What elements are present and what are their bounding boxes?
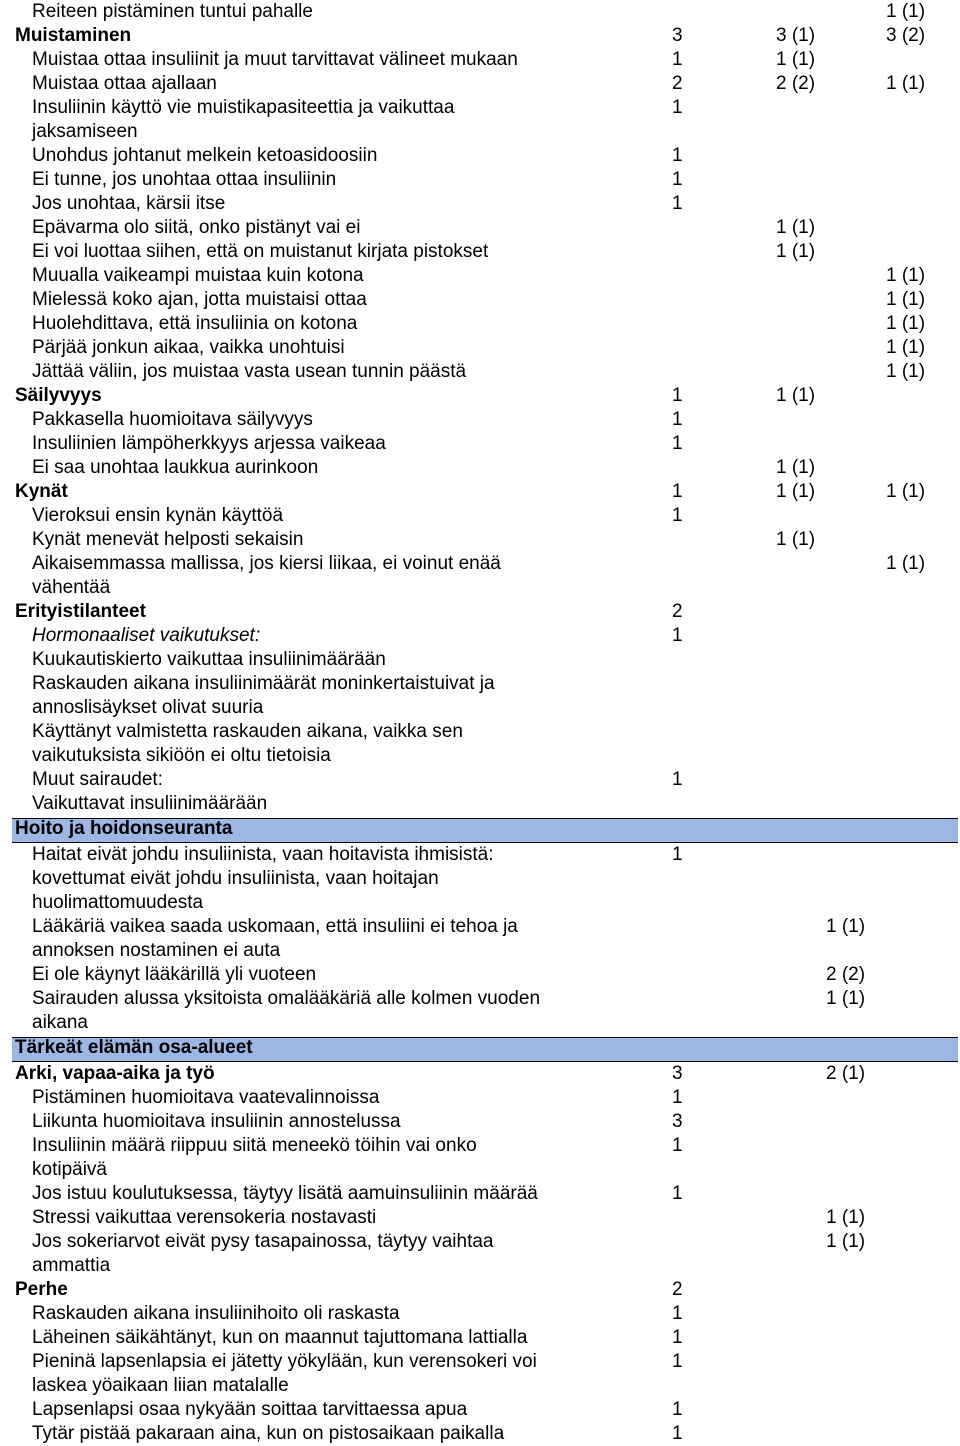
table-row — [0, 1230, 960, 1278]
row-label-line: Kynät — [15, 481, 68, 502]
count-cell-c1: 3 — [672, 1111, 683, 1132]
table-row — [0, 168, 960, 192]
table-row — [0, 1422, 960, 1446]
count-cell-c1: 3 — [672, 1063, 683, 1084]
count-cell-c2: 1 (1) — [826, 1207, 866, 1228]
count-cell-c1: 1 — [672, 1183, 683, 1204]
count-cell-c1: 1 — [672, 625, 683, 646]
table-row — [0, 792, 960, 816]
row-label-line: annoksen nostaminen ei auta — [32, 940, 281, 961]
count-cell-c1: 1 — [672, 385, 683, 406]
row-label-line: Jos unohtaa, kärsii itse — [32, 193, 226, 214]
row-label-line: Vaikuttavat insuliinimäärään — [32, 793, 268, 814]
row-label-line: Epävarma olo siitä, onko pistänyt vai ei — [32, 217, 361, 238]
count-cell-c1: 1 — [672, 409, 683, 430]
row-label — [32, 360, 466, 384]
count-cell-c1: 1 — [672, 1135, 683, 1156]
table-row — [0, 48, 960, 72]
row-label-line: Pärjää jonkun aikaa, vaikka unohtuisi — [32, 337, 345, 358]
row-label-line: laskea yöaikaan liian matalalle — [32, 1375, 289, 1396]
table-row — [0, 96, 960, 144]
row-label-line: Läheinen säikähtänyt, kun on maannut tajuttomana lattialla — [32, 1327, 528, 1348]
row-label — [32, 192, 225, 216]
count-cell-c1: 3 — [672, 25, 683, 46]
row-label — [32, 288, 367, 312]
row-label — [32, 963, 316, 987]
count-cell-c2: 1 (1) — [826, 988, 866, 1009]
count-cell-c3: 1 (1) — [886, 73, 926, 94]
row-label-line: Erityistilanteet — [15, 601, 146, 622]
table-row — [0, 1206, 960, 1230]
count-cell-c3: 1 (1) — [886, 289, 926, 310]
row-label — [32, 987, 540, 1035]
table-row — [0, 768, 960, 792]
count-cell-c3: 1 (1) — [886, 481, 926, 502]
row-label-line: Huolehdittava, että insuliinia on kotona — [32, 313, 358, 334]
count-cell-c1: 2 — [672, 601, 683, 622]
section-heading — [15, 24, 131, 48]
row-label-line: Tytär pistää pakaraan aina, kun on pistosaikaan paikalla — [32, 1423, 505, 1444]
row-label — [32, 72, 217, 96]
row-label — [32, 843, 494, 915]
table-row — [0, 264, 960, 288]
count-cell-c2: 1 (1) — [776, 457, 816, 478]
row-label-line: vähentää — [32, 577, 111, 598]
section-band-row — [0, 818, 960, 842]
section-heading — [15, 600, 146, 624]
row-label — [32, 1110, 401, 1134]
table-row — [0, 1350, 960, 1398]
row-label-line: Unohdus johtanut melkein ketoasidoosiin — [32, 145, 378, 166]
count-cell-c2: 1 (1) — [776, 529, 816, 550]
row-label-line: Mielessä koko ajan, jotta muistaisi ottaa — [32, 289, 367, 310]
row-label — [32, 48, 518, 72]
row-label — [32, 1398, 467, 1422]
row-label-line: Reiteen pistäminen tuntui pahalle — [32, 1, 313, 22]
count-cell-c1: 1 — [672, 844, 683, 865]
count-cell-c2: 2 (2) — [776, 73, 816, 94]
section-band-row — [0, 1037, 960, 1061]
table-row — [0, 552, 960, 600]
row-label-line: Raskauden aikana insuliinimäärät moninkertaistuivat ja — [32, 673, 495, 694]
section-heading — [15, 1062, 215, 1086]
count-cell-c1: 1 — [672, 145, 683, 166]
row-label — [32, 1326, 527, 1350]
count-cell-c3: 1 (1) — [886, 361, 926, 382]
table-row — [0, 360, 960, 384]
row-label-line: Kynät menevät helposti sekaisin — [32, 529, 304, 550]
table-row — [0, 24, 960, 48]
row-label-line: Käyttänyt valmistetta raskauden aikana, vaikka sen — [32, 721, 463, 742]
row-label — [32, 1422, 504, 1446]
table-row — [0, 1110, 960, 1134]
row-label — [32, 240, 488, 264]
row-label-line: Pistäminen huomioitava vaatevalinnoissa — [32, 1087, 380, 1108]
row-label — [32, 144, 377, 168]
row-label — [32, 720, 463, 768]
table-row — [0, 1302, 960, 1326]
row-label — [32, 1302, 400, 1326]
row-label-line: Insuliinin käyttö vie muistikapasiteettia ja vaikuttaa — [32, 97, 455, 118]
row-label-line: Liikunta huomioitava insuliinin annostelussa — [32, 1111, 401, 1132]
section-heading — [15, 1278, 68, 1302]
count-cell-c1: 1 — [672, 1399, 683, 1420]
count-cell-c3: 1 (1) — [886, 265, 926, 286]
count-cell-c2: 3 (1) — [776, 25, 816, 46]
row-label-line: Arki, vapaa-aika ja työ — [15, 1063, 215, 1084]
row-label-line: Muualla vaikeampi muistaa kuin kotona — [32, 265, 364, 286]
row-label — [32, 1206, 376, 1230]
table-row — [0, 240, 960, 264]
row-label — [32, 648, 386, 672]
count-cell-c2: 1 (1) — [776, 481, 816, 502]
table-row — [0, 1062, 960, 1086]
row-label — [32, 216, 360, 240]
row-label-line: Ei ole käynyt lääkärillä yli vuoteen — [32, 964, 317, 985]
row-label — [32, 264, 364, 288]
count-cell-c2: 1 (1) — [826, 916, 866, 937]
row-label-line: Jos sokeriarvot eivät pysy tasapainossa, täytyy vaihtaa — [32, 1231, 494, 1252]
row-label-line: annoslisäykset olivat suuria — [32, 697, 264, 718]
count-cell-c2: 1 (1) — [776, 49, 816, 70]
count-cell-c1: 2 — [672, 1279, 683, 1300]
row-label — [32, 552, 501, 600]
count-cell-c3: 1 (1) — [886, 1, 926, 22]
row-label — [32, 432, 386, 456]
table-row — [0, 600, 960, 624]
table-row — [0, 1278, 960, 1302]
count-cell-c1: 1 — [672, 1351, 683, 1372]
count-cell-c3: 1 (1) — [886, 553, 926, 574]
row-label-line: Perhe — [15, 1279, 68, 1300]
row-label-line: Muistaa ottaa ajallaan — [32, 73, 217, 94]
count-cell-c1: 1 — [672, 481, 683, 502]
table-row — [0, 192, 960, 216]
row-label-line: Jättää väliin, jos muistaa vasta usean tunnin päästä — [32, 361, 467, 382]
count-cell-c2: 1 (1) — [776, 241, 816, 262]
row-label-line: Aikaisemmassa mallissa, jos kiersi liikaa, ei voinut enää — [32, 553, 501, 574]
row-label-line: Muut sairaudet: — [32, 769, 163, 790]
row-label — [32, 456, 318, 480]
table-row — [0, 672, 960, 720]
table-row — [0, 408, 960, 432]
row-label-line: Säilyvyys — [15, 385, 102, 406]
count-cell-c3: 1 (1) — [886, 337, 926, 358]
count-cell-c1: 1 — [672, 97, 683, 118]
row-label-line: Raskauden aikana insuliinihoito oli raskasta — [32, 1303, 400, 1324]
row-label-line: Jos istuu koulutuksessa, täytyy lisätä aamuinsuliinin määrää — [32, 1183, 538, 1204]
table-row — [0, 144, 960, 168]
table-row — [0, 1398, 960, 1422]
count-cell-c2: 2 (2) — [826, 964, 866, 985]
table-row — [0, 1326, 960, 1350]
row-label-line: Tärkeät elämän osa-alueet — [15, 1037, 253, 1058]
count-cell-c3: 1 (1) — [886, 313, 926, 334]
table-row — [0, 336, 960, 360]
table-row — [0, 528, 960, 552]
table-row — [0, 0, 960, 24]
count-cell-c1: 2 — [672, 73, 683, 94]
table-row — [0, 456, 960, 480]
row-label-line: Ei voi luottaa siihen, että on muistanut kirjata pistokset — [32, 241, 489, 262]
row-label-line: kovettumat eivät johdu insuliinista, vaan hoitajan — [32, 868, 439, 889]
section-heading — [15, 384, 102, 408]
table-row — [0, 648, 960, 672]
row-label — [32, 792, 267, 816]
row-label-line: kotipäivä — [32, 1159, 107, 1180]
row-label — [32, 168, 336, 192]
table-row — [0, 1086, 960, 1110]
table-row — [0, 1182, 960, 1206]
row-label — [32, 1134, 477, 1182]
count-cell-c2: 2 (1) — [826, 1063, 866, 1084]
row-label — [32, 336, 345, 360]
row-label — [32, 624, 260, 648]
count-cell-c1: 1 — [672, 193, 683, 214]
row-label-line: Pieninä lapsenlapsia ei jätetty yökylään, kun verensokeri voi — [32, 1351, 537, 1372]
row-label-line: Insuliinien lämpöherkkyys arjessa vaikeaa — [32, 433, 386, 454]
row-label-line: Hormonaaliset vaikutukset: — [32, 625, 261, 646]
table-row — [0, 384, 960, 408]
section-heading — [15, 480, 68, 504]
row-label — [32, 1086, 379, 1110]
table-row — [0, 624, 960, 648]
table-row — [0, 720, 960, 768]
count-cell-c1: 1 — [672, 169, 683, 190]
row-label-line: Ei saa unohtaa laukkua aurinkoon — [32, 457, 319, 478]
count-cell-c3: 3 (2) — [886, 25, 926, 46]
row-label — [32, 504, 283, 528]
count-cell-c1: 1 — [672, 505, 683, 526]
row-label-line: Hoito ja hoidonseuranta — [15, 818, 233, 839]
row-label-line: Muistaa ottaa insuliinit ja muut tarvittavat välineet mukaan — [32, 49, 518, 70]
row-label-line: Muistaminen — [15, 25, 132, 46]
table-row — [0, 1134, 960, 1182]
count-cell-c1: 1 — [672, 1087, 683, 1108]
row-label-line: ammattia — [32, 1255, 111, 1276]
row-label — [32, 408, 313, 432]
count-cell-c1: 1 — [672, 49, 683, 70]
table-row — [0, 504, 960, 528]
row-label — [32, 96, 454, 144]
row-label-line: Pakkasella huomioitava säilyvyys — [32, 409, 313, 430]
row-label-line: Vieroksui ensin kynän käyttöä — [32, 505, 284, 526]
row-label — [32, 528, 303, 552]
row-label — [32, 1350, 537, 1398]
row-label-line: aikana — [32, 1012, 88, 1033]
table-row — [0, 480, 960, 504]
table-row — [0, 432, 960, 456]
row-label — [32, 915, 518, 963]
count-cell-c1: 1 — [672, 433, 683, 454]
row-label-line: Lapsenlapsi osaa nykyään soittaa tarvittaessa apua — [32, 1399, 468, 1420]
count-cell-c2: 1 (1) — [776, 385, 816, 406]
count-cell-c2: 1 (1) — [826, 1231, 866, 1252]
table-row — [0, 843, 960, 915]
row-label-line: vaikutuksista sikiöön ei oltu tietoisia — [32, 745, 331, 766]
section-heading — [15, 1036, 253, 1060]
row-label — [32, 1182, 538, 1206]
row-label-line: Kuukautiskierto vaikuttaa insuliinimäärään — [32, 649, 386, 670]
row-label-line: Sairauden alussa yksitoista omalääkäriä alle kolmen vuoden — [32, 988, 541, 1009]
count-cell-c2: 1 (1) — [776, 217, 816, 238]
row-label-line: Haitat eivät johdu insuliinista, vaan hoitavista ihmisistä: — [32, 844, 494, 865]
row-label-line: Ei tunne, jos unohtaa ottaa insuliinin — [32, 169, 337, 190]
table-row — [0, 216, 960, 240]
row-label — [32, 312, 357, 336]
count-cell-c1: 1 — [672, 1327, 683, 1348]
row-label — [32, 0, 313, 24]
row-label — [32, 768, 163, 792]
section-heading — [15, 817, 232, 841]
row-label-line: huolimattomuudesta — [32, 892, 204, 913]
table-row — [0, 312, 960, 336]
table-row — [0, 72, 960, 96]
table-row — [0, 915, 960, 963]
count-cell-c1: 1 — [672, 1303, 683, 1324]
count-cell-c1: 1 — [672, 769, 683, 790]
row-label-line: jaksamiseen — [32, 121, 138, 142]
table-row — [0, 987, 960, 1035]
table-row — [0, 288, 960, 312]
row-label-line: Insuliinin määrä riippuu siitä meneekö töihin vai onko — [32, 1135, 477, 1156]
table-row — [0, 963, 960, 987]
row-label-line: Stressi vaikuttaa verensokeria nostavasti — [32, 1207, 377, 1228]
count-cell-c1: 1 — [672, 1423, 683, 1444]
row-label — [32, 672, 495, 720]
row-label — [32, 1230, 494, 1278]
row-label-line: Lääkäriä vaikea saada uskomaan, että insuliini ei tehoa ja — [32, 916, 518, 937]
